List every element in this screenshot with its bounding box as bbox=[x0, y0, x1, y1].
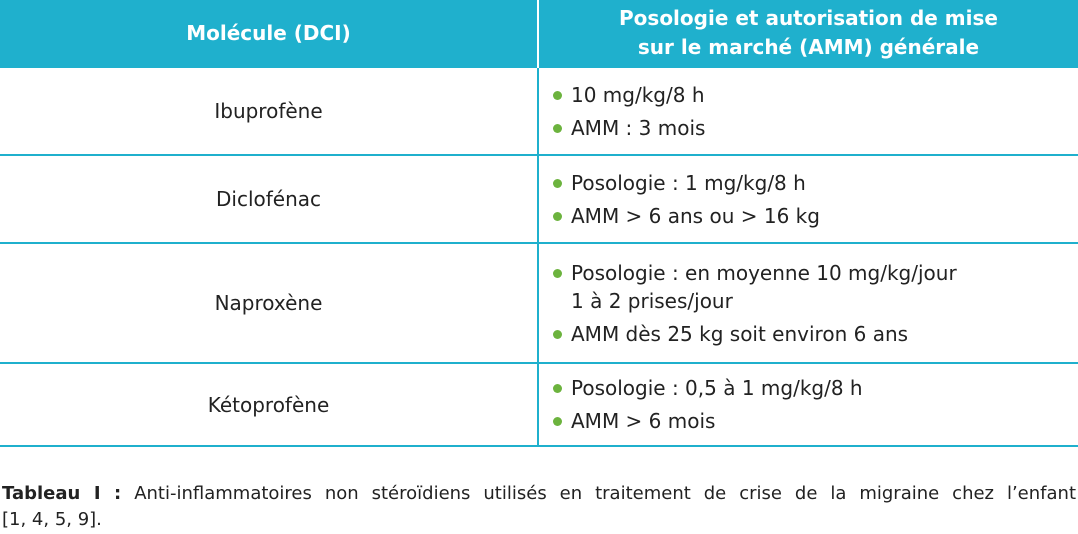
bullet-dot-icon bbox=[553, 124, 562, 133]
table-row bbox=[0, 67, 1078, 155]
list-item bbox=[553, 81, 1078, 109]
bullet-dot-icon bbox=[553, 417, 562, 426]
table-header-row bbox=[0, 0, 1078, 67]
bullet-list bbox=[553, 259, 1078, 348]
posologie-cell bbox=[538, 155, 1078, 243]
bullet-dot-icon bbox=[553, 212, 562, 221]
bullet-dot-icon bbox=[553, 269, 562, 278]
posologie-cell bbox=[538, 243, 1078, 363]
list-item-text: Posologie : en moyenne 10 mg/kg/jour 1 à 2 prises/jour bbox=[571, 260, 957, 313]
list-item-text: Posologie : 1 mg/kg/8 h bbox=[571, 170, 806, 195]
molecule-cell: Ibuprofène bbox=[0, 67, 538, 155]
list-item-text: AMM > 6 mois bbox=[571, 409, 716, 433]
table-row bbox=[0, 363, 1078, 446]
bullet-dot-icon bbox=[553, 179, 562, 188]
bullet-dot-icon bbox=[553, 384, 562, 393]
molecule-cell: Diclofénac bbox=[0, 155, 538, 243]
bullet-list bbox=[553, 374, 1078, 435]
caption-text: Anti-inflammatoires non stéroïdiens utilisés en traitement de crise de la migraine chez l’enfant bbox=[134, 483, 1076, 504]
table-caption bbox=[2, 480, 1076, 508]
list-item-text: Posologie : 0,5 à 1 mg/kg/8 h bbox=[571, 376, 863, 400]
list-item bbox=[553, 169, 1078, 197]
list-item-text: AMM dès 25 kg soit environ 6 ans bbox=[571, 321, 909, 346]
posologie-cell bbox=[538, 363, 1078, 446]
list-item bbox=[553, 114, 1078, 142]
caption-refs: [1, 4, 5, 9]. bbox=[2, 509, 102, 530]
bullet-dot-icon bbox=[553, 330, 562, 339]
list-item-text: AMM > 6 ans ou > 16 kg bbox=[571, 203, 820, 228]
molecule-cell: Kétoprofène bbox=[0, 363, 538, 446]
header-posologie-line1: Posologie et autorisation de mise bbox=[619, 6, 998, 30]
bullet-dot-icon bbox=[553, 91, 562, 100]
caption-label: Tableau I : bbox=[2, 483, 122, 504]
list-item bbox=[553, 374, 1078, 402]
bullet-list bbox=[553, 81, 1078, 142]
bullet-list bbox=[553, 169, 1078, 230]
table-row bbox=[0, 243, 1078, 363]
posologie-cell bbox=[538, 67, 1078, 155]
list-item bbox=[553, 320, 1078, 348]
list-item bbox=[553, 202, 1078, 230]
list-item bbox=[553, 407, 1078, 435]
table-row bbox=[0, 155, 1078, 243]
header-posologie bbox=[538, 0, 1078, 67]
list-item bbox=[553, 259, 1078, 315]
header-posologie-line2: sur le marché (AMM) générale bbox=[637, 35, 980, 59]
list-item-text: AMM : 3 mois bbox=[571, 115, 706, 140]
header-molecule: Molécule (DCI) bbox=[0, 0, 538, 67]
list-item-text: 10 mg/kg/8 h bbox=[571, 82, 705, 107]
molecule-cell: Naproxène bbox=[0, 243, 538, 363]
